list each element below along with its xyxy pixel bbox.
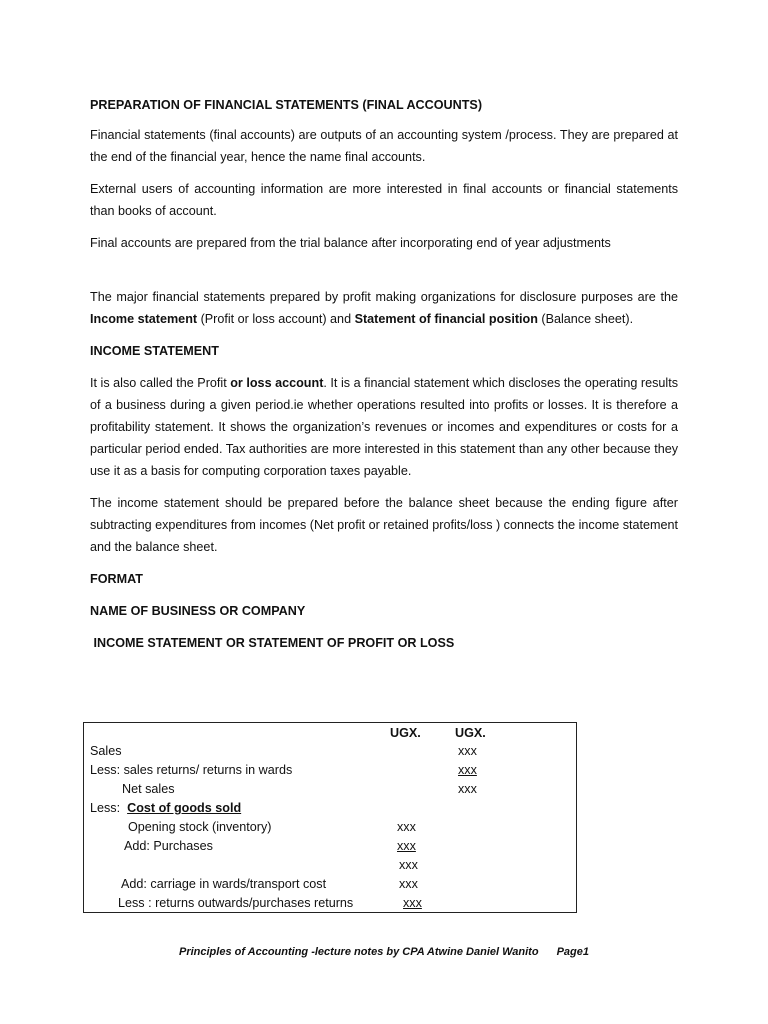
text-run: . It is a financial statement which discloses the operating results of a business during a given period.ie whether operations resulted into profits or losses. It is therefore a profitability statement. It shows the organization’s revenues or incomes and expenditures or costs for a particular period ended. Tax authorities are more interested in this statement than any other because they use it as a basis for computing corporation taxes payable. <box>90 376 678 478</box>
row-value: xxx <box>399 877 418 891</box>
row-label-cogs <box>90 799 241 817</box>
bold-income-statement: Income statement <box>90 312 198 326</box>
income-statement-table <box>83 722 577 913</box>
paragraph-preparation-order: The income statement should be prepared before the balance sheet because the ending figure after subtracting expenditures from incomes (Net profit or retained profits/loss ) connects the income statement and the balance sheet. <box>90 496 678 554</box>
row-value: xxx <box>397 839 416 853</box>
row-label-sales: Sales <box>90 744 122 758</box>
table-row <box>84 894 576 912</box>
row-label-purchases: Add: Purchases <box>124 839 213 853</box>
row-value: xxx <box>458 744 477 758</box>
paragraph-trial-balance: Final accounts are prepared from the trial balance after incorporating end of year adjustments <box>90 236 611 250</box>
heading-business-name: NAME OF BUSINESS OR COMPANY <box>90 604 306 618</box>
paragraph-final-accounts: Financial statements (final accounts) are outputs of an accounting system /process. They are prepared at the end of the financial year, hence the name final accounts. <box>90 128 678 164</box>
table-row <box>84 818 576 836</box>
paragraph-external-users: External users of accounting information are more interested in final accounts or financial statements than books of account. <box>90 182 678 218</box>
row-label-returns-outwards: Less : returns outwards/purchases returns <box>118 896 354 910</box>
table-row <box>84 837 576 855</box>
table-row <box>84 856 576 874</box>
heading-format: FORMAT <box>90 572 143 586</box>
document-title: PREPARATION OF FINANCIAL STATEMENTS (FINAL ACCOUNTS) <box>90 98 483 112</box>
table-header-row <box>84 724 576 742</box>
row-label-opening-stock: Opening stock (inventory) <box>128 820 272 834</box>
row-label-net-sales: Net sales <box>122 782 175 796</box>
text-run: It is also called the Profit <box>90 376 231 390</box>
paragraph-income-statement-definition <box>90 372 678 482</box>
label-cogs-underlined: Cost of goods sold <box>127 801 242 815</box>
table-row <box>84 780 576 798</box>
table-row <box>84 742 576 760</box>
paragraph-major-statements <box>90 286 678 330</box>
row-label-carriage-inwards: Add: carriage in wards/transport cost <box>121 877 327 891</box>
heading-income-statement: INCOME STATEMENT <box>90 344 219 358</box>
page-footer <box>0 946 768 958</box>
heading-statement-title: INCOME STATEMENT OR STATEMENT OF PROFIT OR LOSS <box>90 636 455 650</box>
page-number: Page1 <box>556 946 589 958</box>
document-body <box>90 94 678 664</box>
table-row <box>84 799 576 817</box>
row-value: xxx <box>403 896 422 910</box>
column-header-ugx-2: UGX. <box>455 726 486 740</box>
footer-text: Principles of Accounting -lecture notes by CPA Atwine Daniel Wanito <box>178 946 539 958</box>
row-label-sales-returns: Less: sales returns/ returns in wards <box>90 763 293 777</box>
bold-loss-account: or loss account <box>230 376 324 390</box>
row-value: xxx <box>399 858 418 872</box>
row-value: xxx <box>458 782 477 796</box>
text-run: The major financial statements prepared by profit making organizations for disclosure purposes are the <box>90 290 678 304</box>
column-header-ugx-1: UGX. <box>390 726 421 740</box>
bold-financial-position: Statement of financial position <box>354 312 538 326</box>
row-value: xxx <box>397 820 416 834</box>
row-value: xxx <box>458 763 477 777</box>
text-run: (Profit or loss account) and <box>197 312 355 326</box>
table-row <box>84 875 576 893</box>
table-row <box>84 761 576 779</box>
text-run: (Balance sheet). <box>537 312 634 326</box>
label-prefix: Less: <box>90 801 128 815</box>
